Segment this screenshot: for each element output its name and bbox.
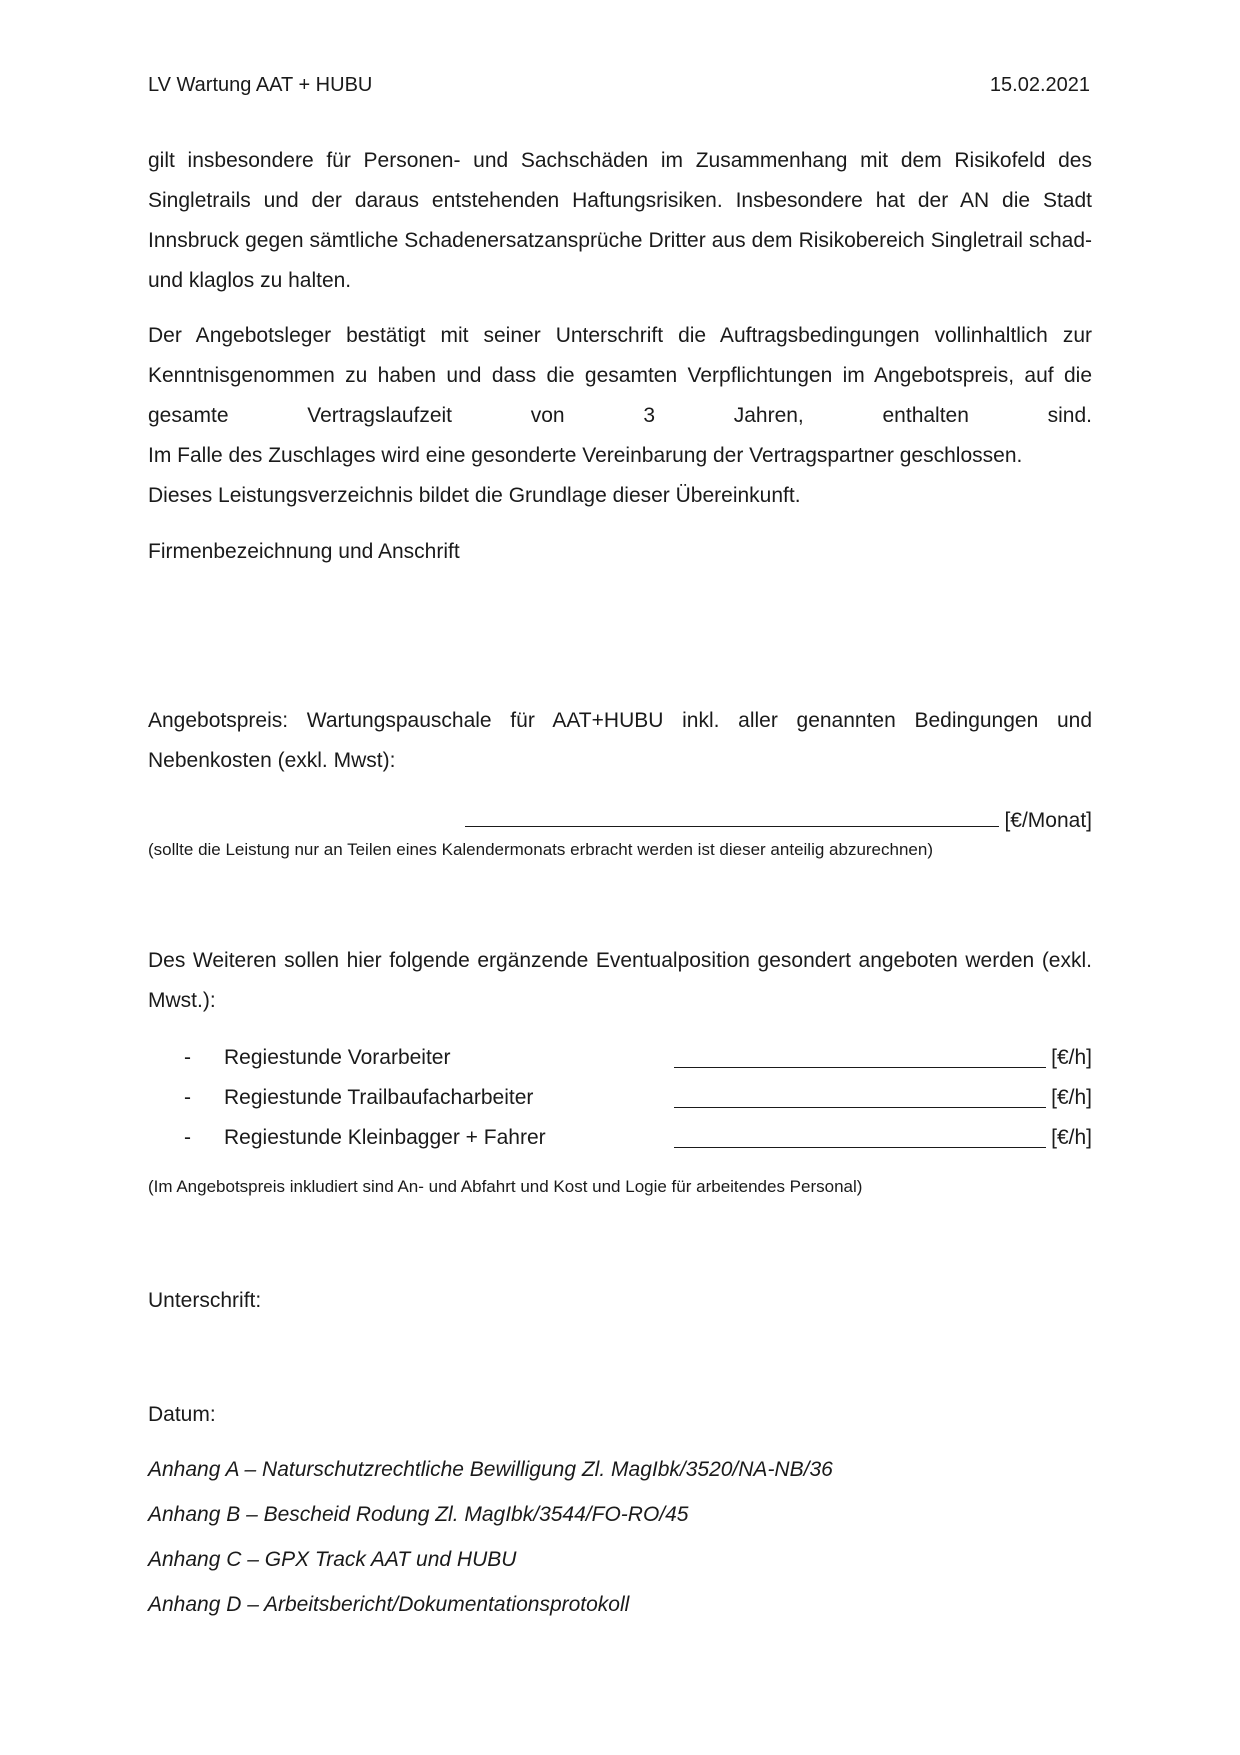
header-title: LV Wartung AAT + HUBU (148, 74, 373, 96)
paragraph-liability (148, 141, 1092, 301)
further-intro: Des Weiteren sollen hier folgende ergänzende Eventualposition gesondert angeboten werden (exkl. Mwst.): (148, 949, 1092, 1012)
option-label: Regiestunde Trailbaufacharbeiter (224, 1086, 534, 1109)
attachment-list (148, 1447, 833, 1627)
firm-label: Firmenbezeichnung und Anschrift (148, 540, 460, 563)
options-note: (Im Angebotspreis inkludiert sind An- und Abfahrt und Kost und Logie für arbeitendes Personal) (148, 1177, 863, 1196)
option-dash: - (184, 1086, 191, 1109)
attachment-item: Anhang B – Bescheid Rodung Zl. MagIbk/3544/FO-RO/45 (148, 1503, 689, 1526)
option-blank-line[interactable] (674, 1125, 1046, 1148)
price-field-row (465, 800, 1092, 841)
option-label: Regiestunde Vorarbeiter (224, 1046, 451, 1069)
option-item (148, 1078, 1092, 1118)
paragraph-confirmation-rest: Im Falle des Zuschlages wird eine gesonderte Vereinbarung der Vertragspartner geschlossen. Dieses Leistungsverzeichnis bildet die Grundlage dieser Übereinkunft. (148, 444, 1023, 507)
paragraph-confirmation-main: Der Angebotsleger bestätigt mit seiner Unterschrift die Auftragsbedingungen vollinhaltlich zur Kenntnisgenommen zu haben und dass die gesamten Verpflichtungen im Angebotspreis, auf die gesamte Vertragslaufzeit von 3 Jahren, enthalten sind. (148, 324, 1092, 427)
signature-label: Unterschrift: (148, 1289, 262, 1312)
option-blank-line[interactable] (674, 1045, 1046, 1068)
attachment-item: Anhang A – Naturschutzrechtliche Bewilligung Zl. MagIbk/3520/NA-NB/36 (148, 1458, 833, 1481)
option-unit: [€/h] (1051, 1086, 1092, 1109)
option-list (148, 1038, 1092, 1158)
paragraph-confirmation (148, 316, 1092, 516)
price-intro: Angebotspreis: Wartungspauschale für AAT+HUBU inkl. aller genannten Bedingungen und Nebenkosten (exkl. Mwst): (148, 709, 1092, 772)
option-dash: - (184, 1126, 191, 1149)
option-dash: - (184, 1046, 191, 1069)
header-date: 15.02.2021 (989, 74, 1090, 96)
option-blank-line[interactable] (674, 1085, 1046, 1108)
date-label: Datum: (148, 1403, 216, 1426)
option-item (148, 1118, 1092, 1158)
option-label: Regiestunde Kleinbagger + Fahrer (224, 1126, 546, 1149)
option-unit: [€/h] (1051, 1126, 1092, 1149)
price-note: (sollte die Leistung nur an Teilen eines Kalendermonats erbracht werden ist dieser anteilig abzurechnen) (148, 840, 933, 859)
attachment-item: Anhang D – Arbeitsbericht/Dokumentationsprotokoll (148, 1593, 630, 1616)
paragraph-liability-text: gilt insbesondere für Personen- und Sachschäden im Zusammenhang mit dem Risikofeld des Singletrails und der daraus entstehenden Haftungsrisiken. Insbesondere hat der AN die Stadt Innsbruck gegen sämtliche Schadenersatzansprüche Dritter aus dem Risikobereich Singletrail schad- und klaglos zu halten. (148, 149, 1092, 292)
option-unit: [€/h] (1051, 1046, 1092, 1069)
option-item (148, 1038, 1092, 1078)
attachment-item: Anhang C – GPX Track AAT und HUBU (148, 1548, 517, 1571)
price-blank-line[interactable] (465, 800, 999, 827)
price-unit: [€/Monat] (1004, 809, 1092, 832)
